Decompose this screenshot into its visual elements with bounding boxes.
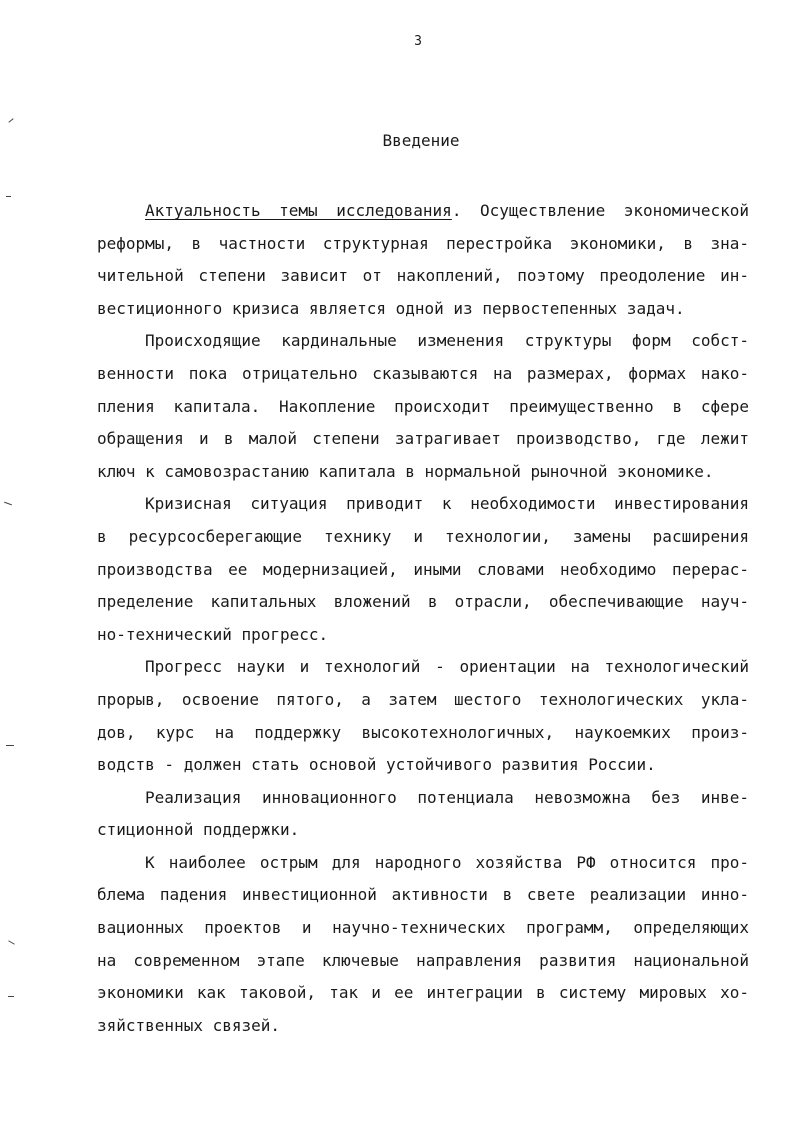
text-line: чительной степени зависит от накоплений, поэтому преодоление ин- (97, 266, 749, 286)
paragraph (97, 651, 749, 781)
page-number: 3 (414, 34, 422, 49)
scan-speck (8, 940, 15, 944)
text-line: стиционной поддержки. (97, 820, 300, 840)
text-line: Реализация инновационного потенциала невозможна без инве- (145, 787, 749, 807)
paragraph (97, 847, 749, 1043)
line-text: . Осуществление экономической (451, 201, 749, 220)
text-line: Происходящие кардинальные изменения структуры форм собст- (145, 331, 749, 351)
paragraph (97, 782, 749, 847)
document-body (97, 195, 749, 1042)
scan-speck (6, 196, 11, 197)
paragraph (97, 195, 749, 325)
paragraph (97, 325, 749, 488)
text-line: зяйственных связей. (97, 1015, 281, 1035)
paragraph (97, 488, 749, 651)
text-line: прорыв, освоение пятого, а затем шестого технологических укла- (97, 689, 749, 709)
text-line: производства ее модернизацией, иными словами необходимо перерас- (97, 559, 749, 579)
text-line: водств - должен стать основой устойчивого развития России. (97, 755, 656, 775)
text-line: в ресурсосберегающие технику и технологии, замены расширения (97, 526, 749, 546)
text-line: вационных проектов и научно-технических программ, определяющих (97, 918, 749, 938)
text-line: на современном этапе ключевые направления развития национальной (97, 950, 749, 970)
text-line: Прогресс науки и технологий - ориентации на технологический (145, 657, 749, 677)
text-line: пределение капитальных вложений в отрасли, обеспечивающие науч- (97, 592, 749, 612)
text-line: обращения и в малой степени затрагивает производство, где лежит (97, 429, 749, 449)
text-line: дов, курс на поддержку высокотехнологичных, наукоемких произ- (97, 722, 749, 742)
text-line: но-технический прогресс. (97, 624, 329, 644)
text-line: реформы, в частности структурная перестройка экономики, в зна- (97, 233, 749, 253)
text-line: Кризисная ситуация приводит к необходимости инвестирования (145, 494, 749, 514)
scan-speck (8, 118, 13, 123)
text-line: блема падения инвестиционной активности в свете реализации инно- (97, 885, 749, 905)
text-line: К наиболее острым для народного хозяйства РФ относится про- (145, 852, 749, 872)
underlined-phrase: Актуальность темы исследования (145, 201, 452, 220)
text-line: вестиционного кризиса является одной из первостепенных задач. (97, 298, 685, 318)
scan-speck (4, 502, 12, 506)
text-line: пления капитала. Накопление происходит преимущественно в сфере (97, 396, 749, 416)
text-line: венности пока отрицательно сказываются на размерах, формах нако- (97, 363, 749, 383)
scan-speck (8, 996, 14, 997)
text-line: экономики как таковой, так и ее интеграции в систему мировых хо- (97, 983, 749, 1003)
text-line: ключ к самовозрастанию капитала в нормальной рыночной экономике. (97, 461, 714, 481)
text-line (97, 195, 749, 228)
page-title: Введение (382, 131, 460, 150)
scan-speck (6, 745, 14, 746)
